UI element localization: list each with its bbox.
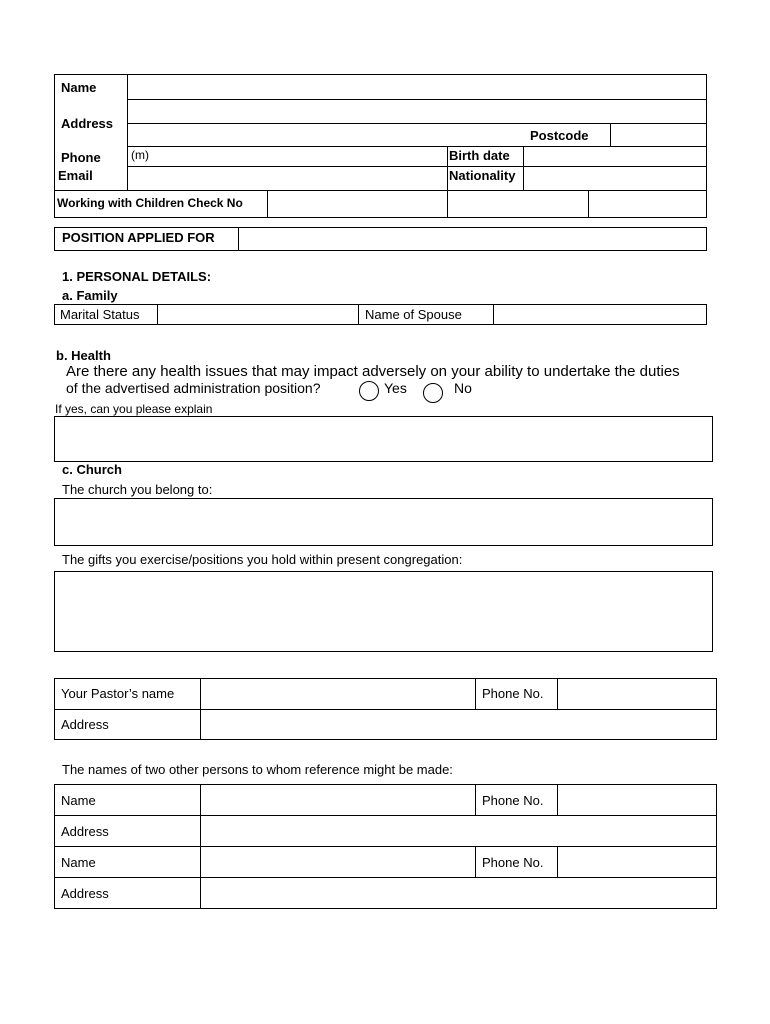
birth-date-field[interactable] bbox=[524, 147, 706, 166]
personal-details-heading: 1. PERSONAL DETAILS: bbox=[62, 269, 212, 284]
reference1-phone-field[interactable] bbox=[558, 785, 716, 815]
pastor-name-field[interactable] bbox=[201, 679, 475, 709]
reference2-address-field[interactable] bbox=[201, 878, 716, 908]
church-gifts-field[interactable] bbox=[54, 571, 713, 652]
health-no-radio[interactable] bbox=[423, 383, 443, 403]
wwcc-extra-field[interactable] bbox=[589, 191, 706, 217]
reference1-phone-label: Phone No. bbox=[482, 793, 544, 808]
pastor-name-label: Your Pastor’s name bbox=[61, 686, 175, 701]
reference2-phone-label: Phone No. bbox=[482, 855, 544, 870]
postcode-label: Postcode bbox=[530, 128, 589, 143]
reference2-phone-field[interactable] bbox=[558, 847, 716, 877]
health-explain-label: If yes, can you please explain bbox=[55, 402, 213, 416]
postcode-field[interactable] bbox=[611, 124, 706, 146]
divider bbox=[475, 846, 476, 877]
health-heading: b. Health bbox=[56, 348, 111, 363]
divider bbox=[475, 678, 476, 709]
health-yes-label: Yes bbox=[384, 380, 407, 396]
name-field[interactable] bbox=[128, 75, 706, 99]
email-field[interactable] bbox=[128, 167, 447, 190]
health-question-line2: of the advertised administration position? bbox=[66, 380, 321, 396]
health-yes-radio[interactable] bbox=[359, 381, 379, 401]
reference2-name-field[interactable] bbox=[201, 847, 475, 877]
health-no-label: No bbox=[454, 380, 472, 396]
birth-date-label: Birth date bbox=[449, 148, 510, 163]
phone-label: Phone bbox=[61, 150, 101, 165]
phone-mobile-hint: (m) bbox=[131, 148, 149, 162]
position-applied-field[interactable] bbox=[239, 228, 706, 250]
reference2-address-label: Address bbox=[61, 886, 109, 901]
reference2-name-label: Name bbox=[61, 855, 96, 870]
reference1-name-field[interactable] bbox=[201, 785, 475, 815]
church-belong-field[interactable] bbox=[54, 498, 713, 546]
pastor-phone-label: Phone No. bbox=[482, 686, 544, 701]
church-belong-label: The church you belong to: bbox=[62, 482, 213, 497]
marital-status-label: Marital Status bbox=[60, 307, 140, 322]
address-field-line2[interactable] bbox=[128, 124, 526, 146]
divider bbox=[475, 784, 476, 815]
health-question-line1: Are there any health issues that may impact adversely on your ability to undertake the duties bbox=[66, 363, 680, 380]
divider bbox=[358, 304, 359, 325]
pastor-phone-field[interactable] bbox=[558, 679, 716, 709]
references-intro: The names of two other persons to whom reference might be made: bbox=[62, 762, 453, 777]
spouse-name-field[interactable] bbox=[494, 305, 706, 324]
email-label: Email bbox=[58, 168, 93, 183]
nationality-field[interactable] bbox=[524, 167, 706, 190]
reference1-address-field[interactable] bbox=[201, 816, 716, 846]
reference1-name-label: Name bbox=[61, 793, 96, 808]
wwcc-number-field[interactable] bbox=[268, 191, 447, 217]
spouse-name-label: Name of Spouse bbox=[365, 307, 462, 322]
name-label: Name bbox=[61, 80, 97, 95]
church-gifts-label: The gifts you exercise/positions you hold within present congregation: bbox=[62, 552, 463, 567]
phone-field[interactable] bbox=[128, 147, 447, 166]
pastor-address-field[interactable] bbox=[201, 710, 716, 739]
pastor-address-label: Address bbox=[61, 717, 109, 732]
health-explain-field[interactable] bbox=[54, 416, 713, 462]
reference1-address-label: Address bbox=[61, 824, 109, 839]
marital-status-field[interactable] bbox=[158, 305, 358, 324]
family-heading: a. Family bbox=[62, 288, 118, 303]
address-field-line1[interactable] bbox=[128, 100, 706, 123]
church-heading: c. Church bbox=[62, 462, 122, 477]
position-applied-label: POSITION APPLIED FOR bbox=[62, 230, 215, 245]
wwcc-label: Working with Children Check No bbox=[57, 196, 243, 210]
address-label: Address bbox=[61, 116, 114, 131]
nationality-label: Nationality bbox=[449, 168, 516, 183]
wwcc-expiry-field[interactable] bbox=[448, 191, 588, 217]
